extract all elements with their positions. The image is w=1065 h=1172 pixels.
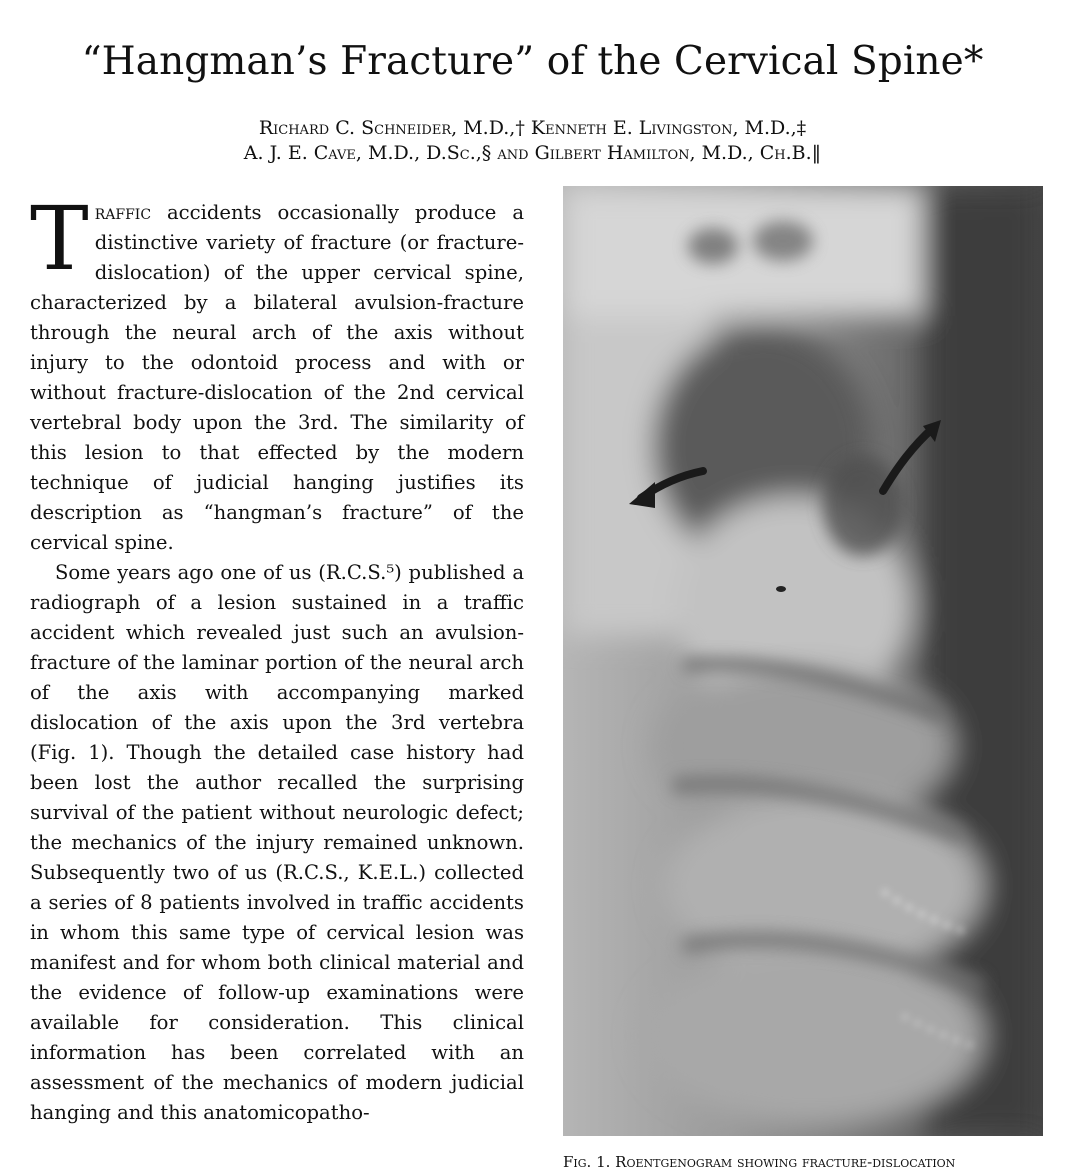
lead-word: raffic bbox=[94, 201, 152, 224]
paragraph-1-text: accidents occasionally produce a distinctive variety of fracture (or fracture-dislocation) of the upper cervical spine, characterized by a bilateral avulsion-fracture through the neural arch of the axis without injury to the odontoid process and with or without fracture-dislocation of the 2nd cervical vertebral body upon the 3rd. The similarity of this lesion to that effected by the modern technique of judicial hanging justifies its description as “hangman’s fracture” of the cervical spine. bbox=[30, 201, 524, 554]
body-text-column bbox=[30, 187, 524, 1128]
article-title: “Hangman’s Fracture” of the Cervical Spine* bbox=[81, 39, 984, 84]
figure-caption bbox=[563, 1152, 1053, 1172]
xray-image bbox=[563, 186, 1043, 1136]
paragraph-1 bbox=[30, 187, 524, 558]
roentgenogram-figure bbox=[563, 186, 1043, 1136]
author-list bbox=[0, 116, 1065, 166]
figure-caption-text: Fig. 1. Roentgenogram showing fracture-dislocation bbox=[563, 1153, 956, 1171]
authors-line-1: Richard C. Schneider, M.D.,† Kenneth E. Livingston, M.D.,‡ bbox=[258, 117, 807, 139]
drop-cap: T bbox=[30, 187, 89, 290]
paragraph-2: Some years ago one of us (R.C.S.⁵) published a radiograph of a lesion sustained in a traffic accident which revealed just such an avulsion-fracture of the laminar portion of the neural arch of the axis with accompanying marked dislocation of the axis upon the 3rd vertebra (Fig. 1). Though the detailed case history had been lost the author recalled the surprising survival of the patient without neurologic defect; the mechanics of the injury remained unknown. Subsequently two of us (R.C.S., K.E.L.) collected a series of 8 patients involved in traffic accidents in whom this same type of cervical lesion was manifest and for whom both clinical material and the evidence of follow-up examinations were available for consideration. This clinical information has been correlated with an assessment of the mechanics of modern judicial hanging and this anatomicopatho- bbox=[30, 561, 524, 1124]
authors-line-2: A. J. E. Cave, M.D., D.Sc.,§ and Gilbert Hamilton, M.D., Ch.B.‖ bbox=[243, 142, 822, 164]
